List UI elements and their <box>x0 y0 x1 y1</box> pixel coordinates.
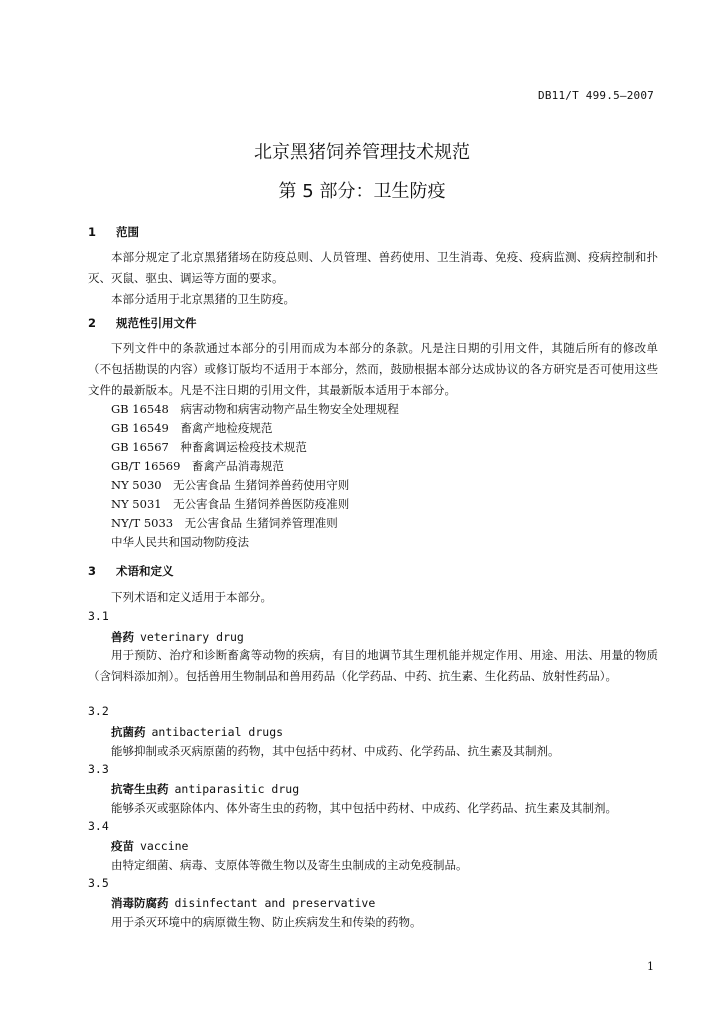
term-zh: 抗菌药 <box>111 725 146 739</box>
term-name <box>111 724 283 740</box>
reference-item: GB 16548 病害动物和病害动物产品生物安全处理规程 <box>111 402 399 416</box>
section-2-heading <box>88 315 197 331</box>
section-1-body <box>88 247 658 310</box>
term-definition: 由特定细菌、病毒、支原体等微生物以及寄生虫制成的主动免疫制品。 <box>111 858 468 872</box>
term-number: 3.4 <box>88 819 109 833</box>
term-definition: 用于杀灭环境中的病原微生物、防止疾病发生和传染的药物。 <box>111 915 422 929</box>
section-title: 规范性引用文件 <box>116 316 197 330</box>
term-number: 3.2 <box>88 704 109 718</box>
term-en: antibacterial drugs <box>151 725 284 739</box>
section-2-body <box>88 338 658 401</box>
reference-item: GB/T 16569 畜禽产品消毒规范 <box>111 459 284 473</box>
reference-item: NY 5031 无公害食品 生猪饲养兽医防疫准则 <box>111 497 350 511</box>
term-name <box>111 629 244 645</box>
term-en: vaccine <box>140 839 189 853</box>
section-title: 范围 <box>116 225 139 239</box>
term-definition: 能够杀灭或驱除体内、体外寄生虫的药物，其中包括中药材、中成药、化学药品、抗生素及其制剂。 <box>111 801 617 815</box>
paragraph: 本部分适用于北京黑猪的卫生防疫。 <box>111 292 295 306</box>
term-en: antiparasitic drug <box>174 782 300 796</box>
standard-number: DB11/T 499.5—2007 <box>538 89 654 102</box>
term-zh: 疫苗 <box>111 839 134 853</box>
term-definition <box>88 645 658 687</box>
part-title: 第 5 部分：卫生防疫 <box>278 181 446 202</box>
term-zh: 抗寄生虫药 <box>111 782 169 796</box>
term-number: 3.1 <box>88 609 109 623</box>
term-number: 3.3 <box>88 762 109 776</box>
section-1-heading <box>88 224 139 240</box>
paragraph: 本部分规定了北京黑猪猪场在防疫总则、人员管理、兽药使用、卫生消毒、免疫、疫病监测、疫病控制和扑灭、灭鼠、驱虫、调运等方面的要求。 <box>88 250 658 285</box>
term-number: 3.5 <box>88 876 109 890</box>
term-definition: 能够抑制或杀灭病原菌的药物，其中包括中药材、中成药、化学药品、抗生素及其制剂。 <box>111 744 560 758</box>
section-number: 1 <box>88 225 97 239</box>
term-en: disinfectant and preservative <box>174 896 376 910</box>
section-title: 术语和定义 <box>116 564 174 578</box>
term-name <box>111 781 299 797</box>
reference-item: GB 16567 种畜禽调运检疫技术规范 <box>111 440 307 454</box>
term-zh: 消毒防腐药 <box>111 896 169 910</box>
page-number: 1 <box>647 960 654 973</box>
paragraph: 下列文件中的条款通过本部分的引用而成为本部分的条款。凡是注日期的引用文件，其随后所有的修改单（不包括勘误的内容）或修订版均不适用于本部分，然而，鼓励根据本部分达成协议的各方研究是否可使用这些文件的最新版本。凡是不注日期的引用文件，其最新版本适用于本部分。 <box>88 341 658 397</box>
reference-item: 中华人民共和国动物防疫法 <box>111 535 249 549</box>
section-3-heading <box>88 563 174 579</box>
document-title: 北京黑猪饲养管理技术规范 <box>254 142 470 163</box>
definition-text: 用于预防、治疗和诊断畜禽等动物的疾病，有目的地调节其生理机能并规定作用、用途、用法、用量的物质（含饲料添加剂）。包括兽用生物制品和兽用药品（化学药品、中药、抗生素、生化药品、放射性药品）。 <box>88 648 658 683</box>
section-number: 2 <box>88 316 97 330</box>
section-3-intro: 下列术语和定义适用于本部分。 <box>111 590 272 604</box>
term-en: veterinary drug <box>140 630 244 644</box>
reference-item: NY/T 5033 无公害食品 生猪饲养管理准则 <box>111 516 338 530</box>
reference-item: GB 16549 畜禽产地检疫规范 <box>111 421 273 435</box>
term-name <box>111 895 375 911</box>
term-zh: 兽药 <box>111 630 134 644</box>
term-name <box>111 838 188 854</box>
reference-item: NY 5030 无公害食品 生猪饲养兽药使用守则 <box>111 478 350 492</box>
section-number: 3 <box>88 564 97 578</box>
